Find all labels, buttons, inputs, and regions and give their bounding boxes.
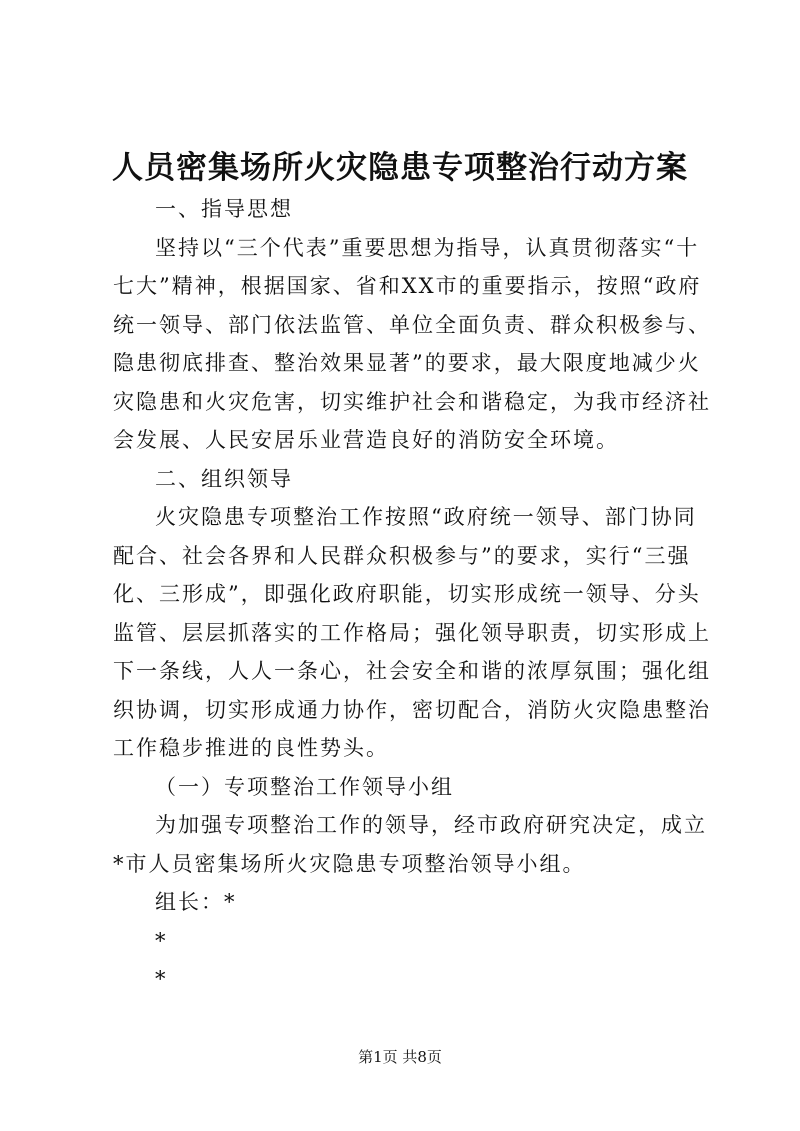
page-number-footer: 第1页 共8页 [358, 1048, 442, 1066]
section-heading-organization: 二、组织领导 [155, 466, 293, 491]
member-line: * [155, 967, 168, 991]
paragraph-guiding-ideology: 坚持以“三个代表”重要思想为指导，认真贯彻落实“十七大”精神，根据国家、省和XX市的重要指示，按照“政府统一领导、部门依法监管、单位全面负责、群众积极参与、隐患彻底排查、整治效果显著”的要求，最大限度地减少火灾隐患和火灾危害，切实维护社会和谐稳定，为我市经济社会发展、人民安居乐业营造良好的消防安全环境。 [113, 235, 711, 452]
member-line: * [155, 928, 168, 953]
paragraph-organization: 火灾隐患专项整治工作按照“政府统一领导、部门协同配合、社会各界和人民群众积极参与”的要求，实行“三强化、三形成”，即强化政府职能，切实形成统一领导、分头监管、层层抓落实的工作格局；强化领导职责，切实形成上下一条线，人人一条心，社会安全和谐的浓厚氛围；强化组织协调，切实形成通力协作，密切配合，消防火灾隐患整治工作稳步推进的良性势头。 [113, 505, 711, 760]
document-body [113, 190, 713, 999]
paragraph-leading-group: 为加强专项整治工作的领导，经市政府研究决定，成立*市人员密集场所火灾隐患专项整治领导小组。 [113, 813, 707, 876]
group-leader-line: 组长：* [155, 890, 237, 914]
subsection-heading-leading-group: （一）专项整治工作领导小组 [155, 774, 454, 799]
document-title: 人员密集场所火灾隐患专项整治行动方案 [112, 150, 688, 186]
section-heading-guiding-ideology: 一、指导思想 [155, 197, 293, 221]
